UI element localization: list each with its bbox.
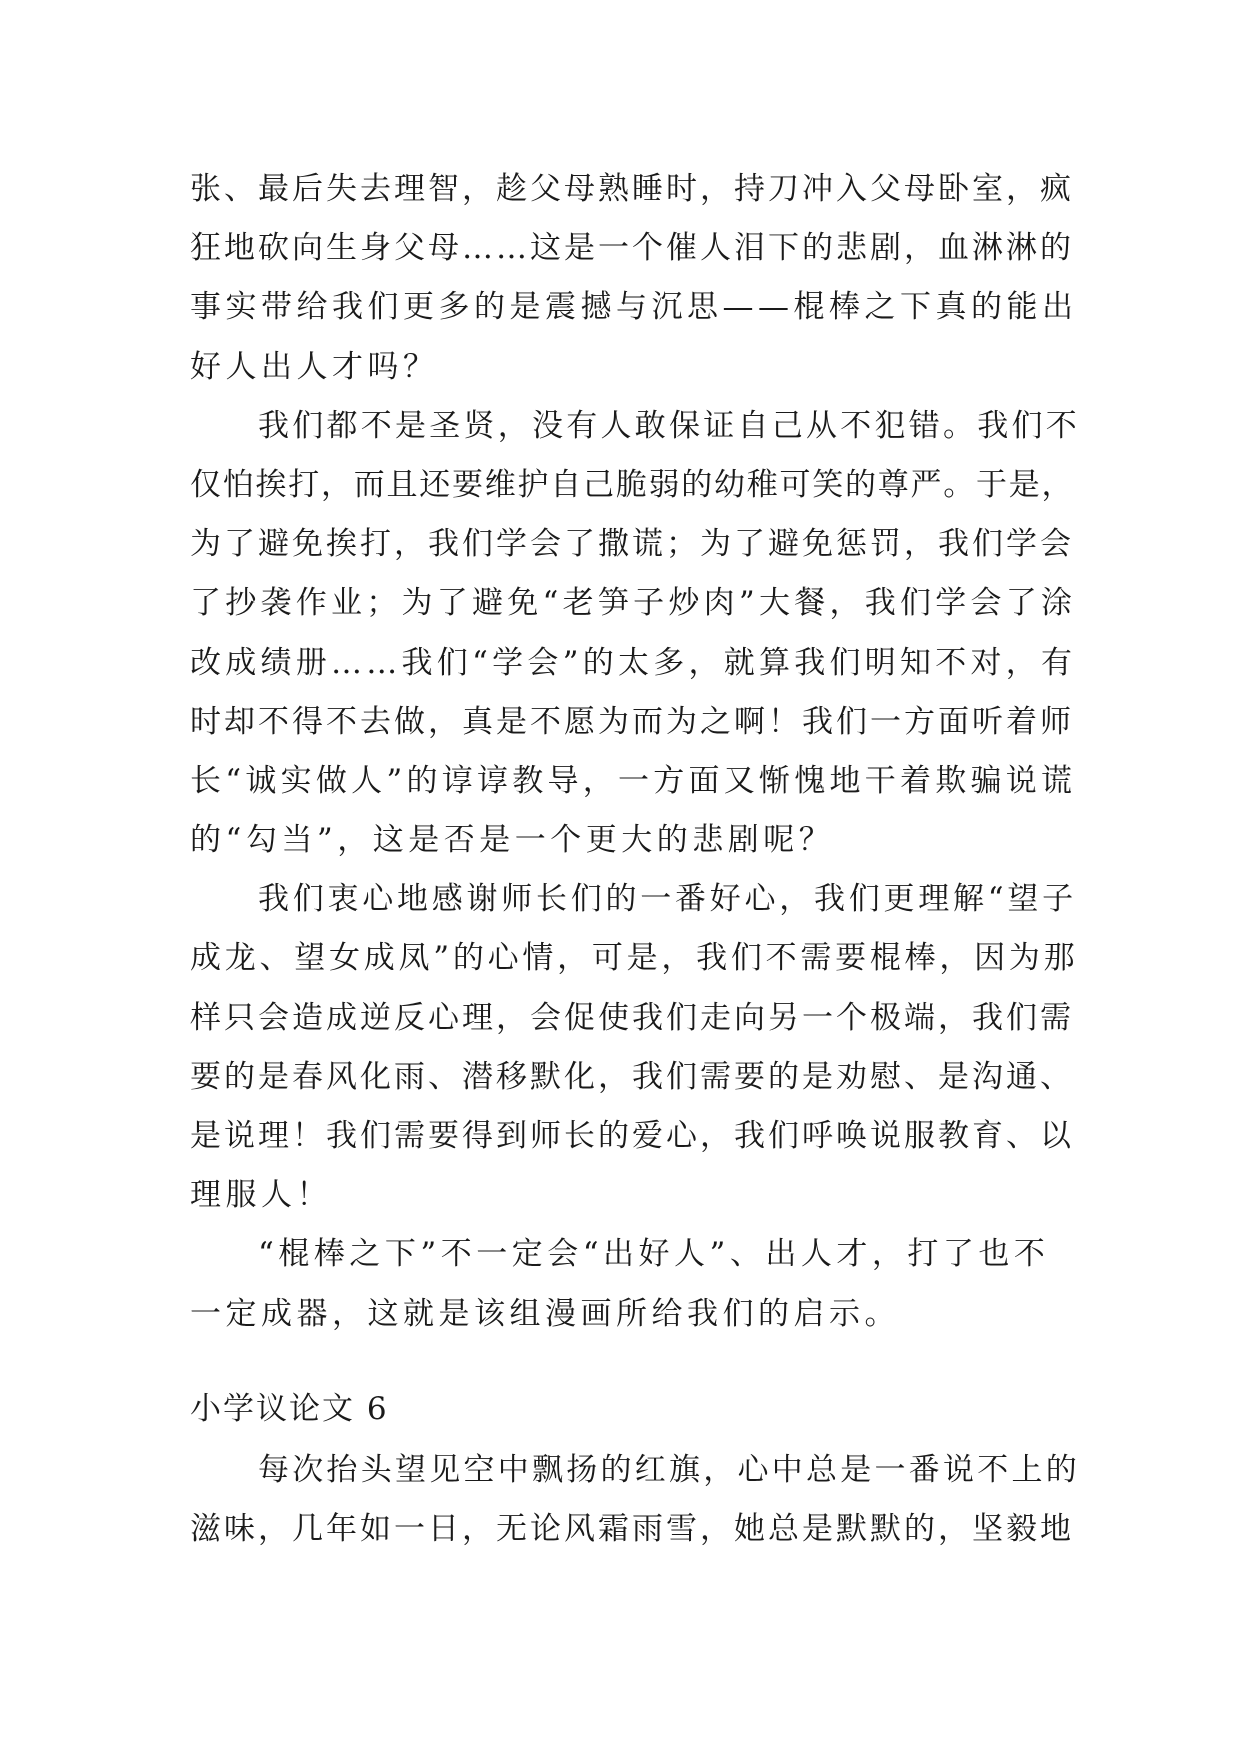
essay-text-line: 要的是春风化雨、潜移默化，我们需要的是劝慰、是沟通、 xyxy=(190,1058,1074,1095)
essay-text-line: 为了避免挨打，我们学会了撒谎；为了避免惩罚，我们学会 xyxy=(190,526,1074,563)
essay-text-line: 事实带给我们更多的是震撼与沉思——棍棒之下真的能出 xyxy=(190,289,1078,326)
essay-text-line: 狂地砍向生身父母……这是一个催人泪下的悲剧，血淋淋的 xyxy=(190,230,1074,267)
essay-text-line: 理服人！ xyxy=(190,1177,332,1214)
section-body xyxy=(190,1441,1080,1559)
essay-text-line: 样只会造成逆反心理，会促使我们走向另一个极端，我们需 xyxy=(190,999,1074,1036)
essay-text-line: 我们都不是圣贤，没有人敢保证自己从不犯错。我们不 xyxy=(258,407,1080,444)
essay-text-line: 是说理！我们需要得到师长的爱心，我们呼唤说服教育、以 xyxy=(190,1118,1074,1154)
essay-text-line: 的“勾当”，这是否是一个更大的悲剧呢？ xyxy=(190,822,835,859)
section-text-line: 滋味，几年如一日，无论风霜雨雪，她总是默默的，坚毅地 xyxy=(190,1511,1074,1548)
essay-text-line: 仅怕挨打，而且还要维护自己脆弱的幼稚可笑的尊严。于是， xyxy=(190,466,1075,503)
section-heading: 小学议论文 6 xyxy=(190,1391,389,1427)
essay-text-line: 时却不得不去做，真是不愿为而为之啊！我们一方面听着师 xyxy=(190,703,1074,740)
essay-text-line: 了抄袭作业；为了避免“老笋子炒肉”大餐，我们学会了涂 xyxy=(190,585,1077,622)
essay-text-line: 好人出人才吗？ xyxy=(190,348,439,385)
essay-text-line: 张、最后失去理智，趁父母熟睡时，持刀冲入父母卧室，疯 xyxy=(190,171,1074,207)
essay-text-line: 改成绩册……我们“学会”的太多，就算我们明知不对，有 xyxy=(190,644,1077,681)
essay-text-line: “棍棒之下”不一定会“出好人”、出人才，打了也不 xyxy=(258,1236,1050,1273)
essay-text-line: 一定成器，这就是该组漫画所给我们的启示。 xyxy=(190,1295,900,1332)
essay-text-line: 成龙、望女成凤”的心情，可是，我们不需要棍棒，因为那 xyxy=(190,940,1079,977)
essay-text-line: 我们衷心地感谢师长们的一番好心，我们更理解“望子 xyxy=(258,881,1077,918)
essay-body xyxy=(190,160,1080,1344)
section-text-line: 每次抬头望见空中飘扬的红旗，心中总是一番说不上的 xyxy=(258,1452,1080,1488)
essay-text-line: 长“诚实做人”的谆谆教导，一方面又惭愧地干着欺骗说谎 xyxy=(190,762,1077,799)
